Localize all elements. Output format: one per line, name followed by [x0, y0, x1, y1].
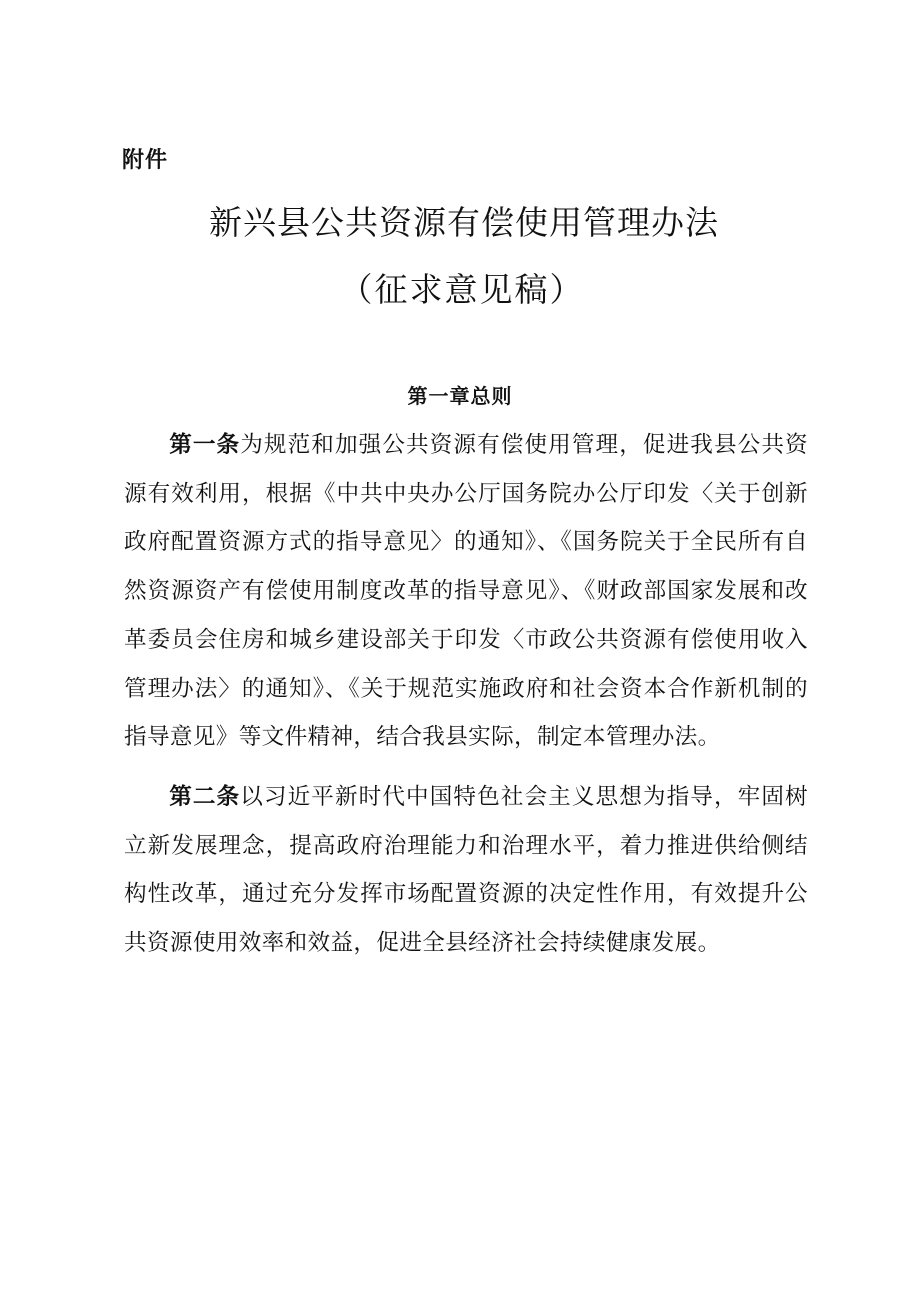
article-2-label: 第二条	[169, 784, 241, 810]
document-subtitle: （征求意见稿）	[339, 270, 585, 309]
article-2	[124, 773, 808, 968]
article-1-text: 为规范和加强公共资源有偿使用管理，促进我县公共资源有效利用，根据《中共中央办公厅国务院办公厅印发〈关于创新政府配置资源方式的指导意见〉的通知》、《国务院关于全民所有自然资源资产有偿使用制度改革的指导意见》、《财政部国家发展和改革委员会住房和城乡建设部关于印发〈市政公共资源有偿使用收入管理办法〉的通知》、《关于规范实施政府和社会资本合作新机制的指导意见》等文件精神，结合我县实际，制定本管理办法。	[124, 432, 808, 751]
document-title: 新兴县公共资源有偿使用管理办法	[209, 203, 719, 242]
article-1	[124, 421, 808, 762]
attachment-label: 附件	[122, 148, 169, 173]
article-2-text: 以习近平新时代中国特色社会主义思想为指导，牢固树立新发展理念，提高政府治理能力和治理水平，着力推进供给侧结构性改革，通过充分发挥市场配置资源的决定性作用，有效提升公共资源使用效率和效益，促进全县经济社会持续健康发展。	[124, 784, 808, 957]
article-1-label: 第一条	[169, 432, 241, 458]
chapter-heading: 第一章总则	[407, 384, 513, 408]
